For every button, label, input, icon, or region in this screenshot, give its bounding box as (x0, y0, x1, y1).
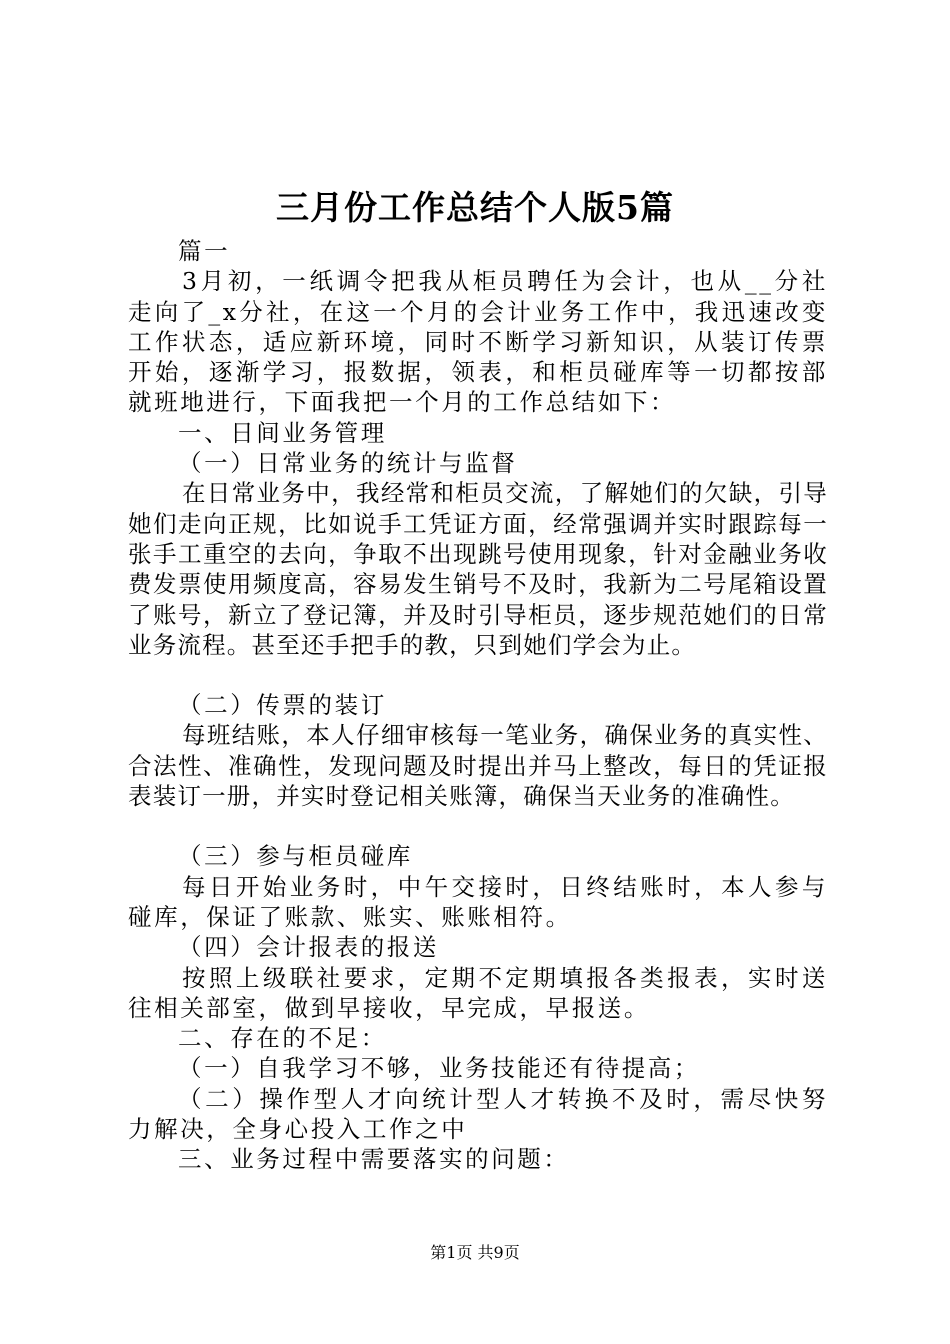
subheading-1-1: （一）日常业务的统计与监督 (178, 449, 518, 478)
page-number: 第1页 共9页 (430, 1243, 520, 1262)
section-heading-3: 三、业务过程中需要落实的问题： (178, 1145, 570, 1174)
paragraph-1-3: 每日开始业务时，中午交接时，日终结账时，本人参与碰库，保证了账款、账实、账账相符。 (128, 872, 828, 931)
subheading-1-2: （二）传票的装订 (178, 691, 387, 720)
paragraph-1-2: 每班结账，本人仔细审核每一笔业务，确保业务的真实性、合法性、准确性，发现问题及时提出并马上整改，每日的凭证报表装订一册，并实时登记相关账簿，确保当天业务的准确性。 (128, 721, 828, 811)
subheading-1-4: （四）会计报表的报送 (178, 933, 439, 962)
document-body (128, 236, 828, 1175)
section-heading-1: 一、日间业务管理 (178, 418, 387, 447)
shortcoming-1: （一）自我学习不够，业务技能还有待提高； (178, 1054, 700, 1083)
paragraph-1-4: 按照上级联社要求，定期不定期填报各类报表，实时送往相关部室，做到早接收，早完成，早报送。 (128, 963, 828, 1022)
intro-paragraph: 3月初，一纸调令把我从柜员聘任为会计，也从__分社走向了_x分社，在这一个月的会计业务工作中，我迅速改变工作状态，适应新环境，同时不断学习新知识，从装订传票开始，逐渐学习，报数据，领表，和柜员碰库等一切都按部就班地进行，下面我把一个月的工作总结如下： (128, 267, 828, 417)
subheading-1-3: （三）参与柜员碰库 (178, 842, 413, 871)
section-heading-2: 二、存在的不足： (178, 1024, 387, 1053)
paragraph-1-1: 在日常业务中，我经常和柜员交流，了解她们的欠缺，引导她们走向正规，比如说手工凭证方面，经常强调并实时跟踪每一张手工重空的去向，争取不出现跳号使用现象，针对金融业务收费发票使用频度高，容易发生销号不及时，我新为二号尾箱设置了账号，新立了登记簿，并及时引导柜员，逐步规范她们的日常业务流程。甚至还手把手的教，只到她们学会为止。 (128, 479, 828, 659)
section-label: 篇一 (178, 237, 231, 265)
document-title: 三月份工作总结个人版5篇 (276, 188, 674, 227)
shortcoming-2: （二）操作型人才向统计型人才转换不及时，需尽快努力解决，全身心投入工作之中 (128, 1084, 828, 1144)
